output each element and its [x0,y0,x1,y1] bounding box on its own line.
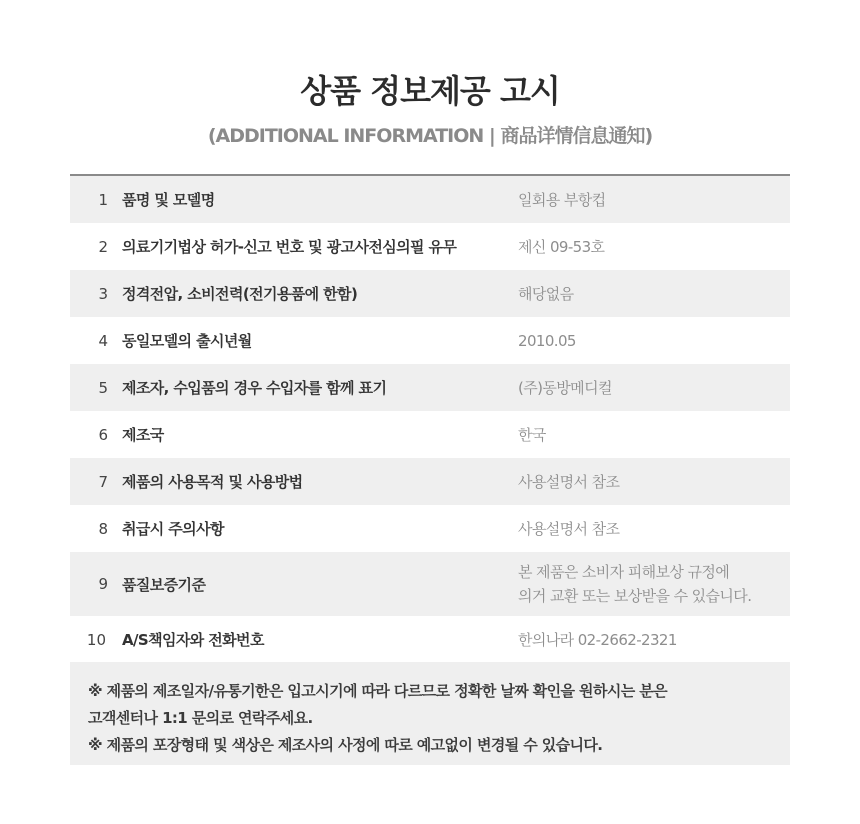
row-label: A/S책임자와 전화번호 [122,631,264,649]
row-number: 6 [98,425,108,444]
row-label: 의료기기법상 허가-신고 번호 및 광고사전심의필 유무 [122,238,457,256]
row-value: 사용설명서 참조 [518,472,620,491]
row-number: 5 [98,378,108,397]
row-value: 해당없음 [518,284,574,303]
table-row [70,364,790,411]
row-label: 취급시 주의사항 [122,520,224,538]
row-label: 제품의 사용목적 및 사용방법 [122,473,303,491]
table-row [70,270,790,317]
notice-line: ※ 제품의 포장형태 및 색상은 제조사의 사정에 따로 예고없이 변경될 수 있습니다. [88,736,603,754]
row-number: 10 [86,630,106,649]
row-value: (주)동방메디컬 [518,378,612,397]
row-value-line: 의거 교환 또는 보상받을 수 있습니다. [518,587,752,605]
row-number: 3 [98,284,108,303]
row-value [518,560,790,608]
row-label: 품명 및 모델명 [122,191,215,209]
table-row [70,317,790,364]
row-value-line: 본 제품은 소비자 피해보상 규정에 [518,563,730,581]
row-value: 한의나라 02-2662-2321 [518,630,677,649]
row-value: 한국 [518,425,546,444]
row-value: 일회용 부항컵 [518,190,606,209]
row-label: 제조자, 수입품의 경우 수입자를 함께 표기 [122,379,387,397]
row-value: 사용설명서 참조 [518,519,620,538]
row-label: 제조국 [122,426,164,444]
table-row [70,505,790,552]
row-number: 1 [98,190,108,209]
page-subtitle: (ADDITIONAL INFORMATION | 商品详情信息通知) [207,125,653,147]
row-label: 품질보증기준 [122,575,206,594]
row-number: 8 [98,519,108,538]
table-row [70,411,790,458]
table-row [70,458,790,505]
notice-line: 고객센터나 1:1 문의로 연락주세요. [88,709,313,727]
row-label: 정격전압, 소비전력(전기용품에 한함) [122,285,358,303]
row-value: 제신 09-53호 [518,237,605,256]
page-title: 상품 정보제공 고시 [300,72,560,110]
notice-box [70,662,790,765]
row-label: 동일모델의 출시년월 [122,332,252,350]
table-row [70,223,790,270]
row-number: 2 [98,237,108,256]
row-number: 4 [98,331,108,350]
info-table [70,174,790,663]
notice-line: ※ 제품의 제조일자/유통기한은 입고시기에 따라 다르므로 정확한 날짜 확인을 원하시는 분은 [88,682,668,700]
table-row [70,176,790,223]
row-value: 2010.05 [518,331,576,350]
table-row [70,616,790,663]
table-row [70,552,790,616]
row-number: 9 [98,575,108,593]
row-number: 7 [98,472,108,491]
